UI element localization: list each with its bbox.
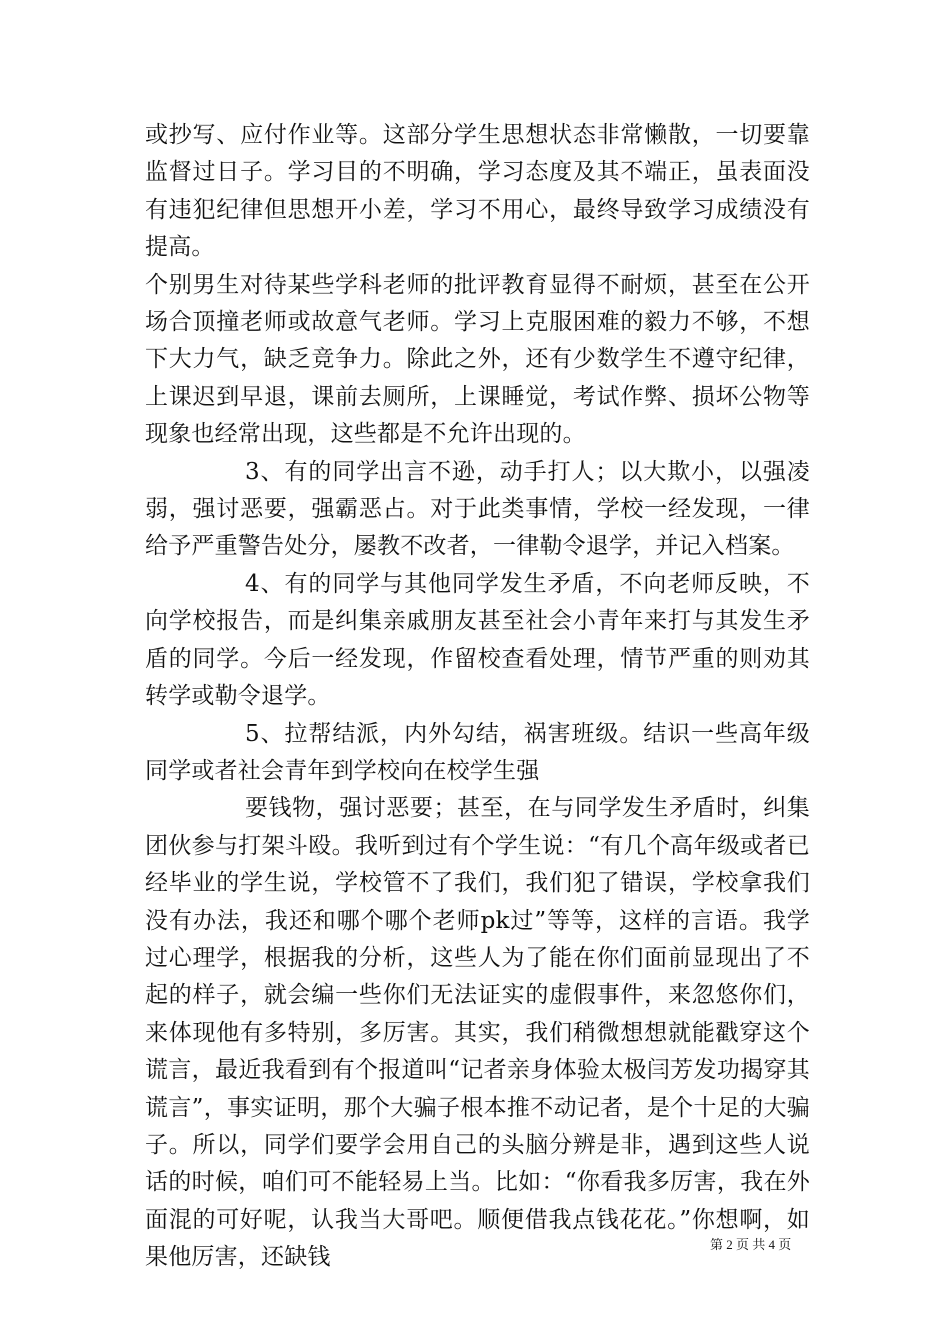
paragraph-5: 5、拉帮结派，内外勾结，祸害班级。结识一些高年级同学或者社会青年到学校向在校学生强 — [145, 720, 810, 784]
paragraph-3: 3、有的同学出言不逊，动手打人；以大欺小，以强凌弱，强讨恶要，强霸恶占。对于此类事情，学校一经发现，一律给予严重警告处分，屡教不改者，一律勒令退学，并记入档案。 — [145, 458, 810, 560]
paragraph-6: 要钱物，强讨恶要；甚至，在与同学发生矛盾时，纠集团伙参与打架斗殴。我听到过有个学生说：“有几个高年级或者已经毕业的学生说，学校管不了我们，我们犯了错误，学校拿我们没有办法，我还和哪个哪个老师pk过”等等，这样的言语。我学过心理学，根据我的分析，这些人为了能在你们面前显现出了不起的样子，就会编一些你们无法证实的虚假事件，来忽悠你们，来体现他有多特别，多厉害。其实，我们稍微想想就能戳穿这个谎言，最近我看到有个报道叫“记者亲身体验太极闫芳发功揭穿其谎言”，事实证明，那个大骗子根本推不动记者，是个十足的大骗子。所以，同学们要学会用自己的头脑分辨是非，遇到这些人说话的时候，咱们可不能轻易上当。比如：“你看我多厉害，我在外面混的可好呢，认我当大哥吧。顺便借我点钱花花。”你想啊，如果他厉害，还缺钱 — [145, 795, 810, 1271]
paragraph-4: 4、有的同学与其他同学发生矛盾，不向老师反映，不向学校报告，而是纠集亲戚朋友甚至社会小青年来打与其发生矛盾的同学。今后一经发现，作留校查看处理，情节严重的则劝其转学或勒令退学。 — [145, 570, 810, 710]
body-text — [145, 117, 810, 1277]
paragraph-1: 或抄写、应付作业等。这部分学生思想状态非常懒散，一切要靠监督过日子。学习目的不明确，学习态度及其不端正，虽表面没有违犯纪律但思想开小差，学习不用心，最终导致学习成绩没有提高。 — [145, 122, 810, 261]
paragraph-2: 个别男生对待某些学科老师的批评教育显得不耐烦，甚至在公开场合顶撞老师或故意气老师。学习上克服困难的毅力不够，不想下大力气，缺乏竞争力。除此之外，还有少数学生不遵守纪律，上课迟到早退，课前去厕所，上课睡觉，考试作弊、损坏公物等现象也经常出现，这些都是不允许出现的。 — [145, 271, 810, 448]
page-footer: 第 2 页 共 4 页 — [710, 1237, 792, 1252]
